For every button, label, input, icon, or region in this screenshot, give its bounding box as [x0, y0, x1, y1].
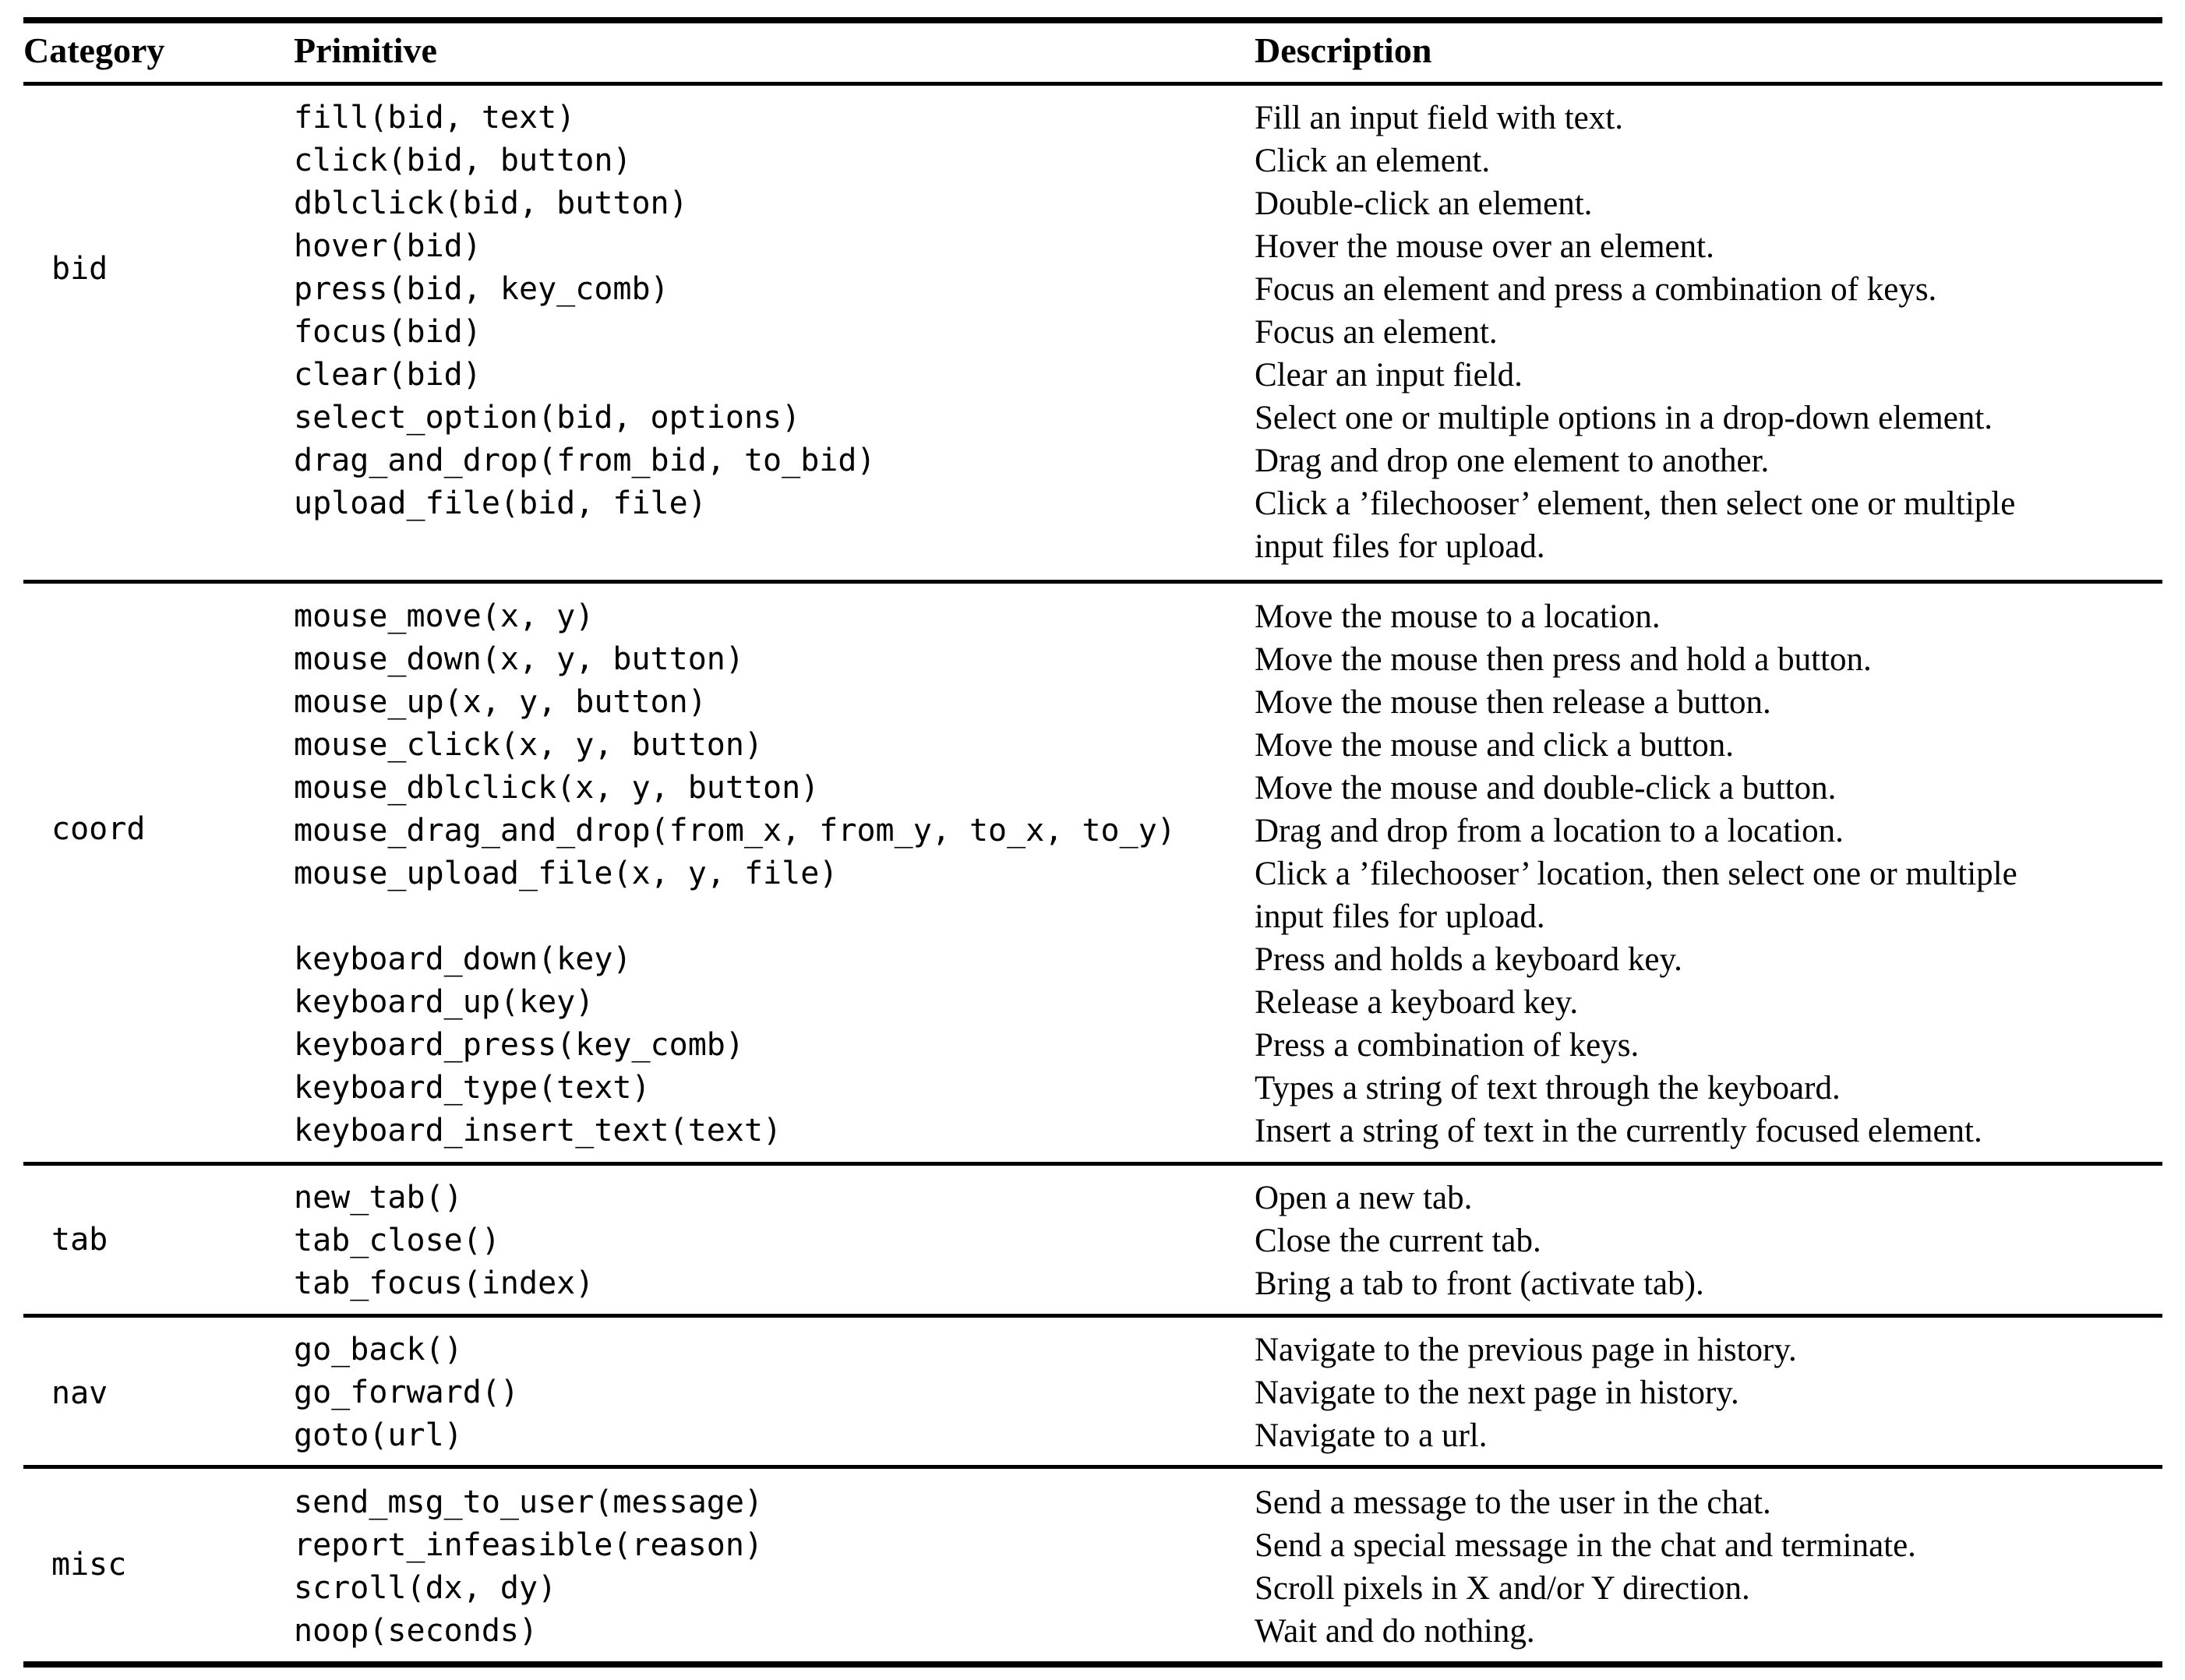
primitive-cell: keyboard_down(key)	[294, 941, 632, 977]
description-cell: Fill an input field with text.	[1255, 100, 1623, 136]
section-bid	[23, 86, 2162, 580]
primitive-cell: go_forward()	[294, 1375, 519, 1410]
table-row	[23, 724, 2162, 767]
primitive-cell: clear(bid)	[294, 357, 482, 393]
table-header-row	[23, 23, 2162, 82]
description-cell: Navigate to the previous page in history.	[1255, 1332, 1797, 1368]
table-row	[23, 311, 2162, 354]
table-row	[23, 225, 2162, 268]
primitive-cell: keyboard_press(key_comb)	[294, 1027, 744, 1063]
description-cell: Press and holds a keyboard key.	[1255, 941, 1682, 978]
primitive-cell: mouse_dblclick(x, y, button)	[294, 770, 820, 806]
table-row	[23, 268, 2162, 311]
section-tab	[23, 1166, 2162, 1314]
table-row	[23, 981, 2162, 1024]
primitive-cell: keyboard_up(key)	[294, 984, 595, 1020]
column-header-primitive: Primitive	[294, 30, 437, 70]
description-cell: Move the mouse then release a button.	[1255, 684, 1771, 721]
category-label: bid	[51, 251, 108, 287]
primitives-table	[23, 0, 2162, 1668]
table-row	[23, 1024, 2162, 1067]
primitive-cell: mouse_up(x, y, button)	[294, 684, 707, 720]
top-rule	[23, 17, 2162, 23]
category-label: nav	[51, 1375, 108, 1411]
table-row	[23, 1371, 2162, 1414]
primitive-cell: new_tab()	[294, 1180, 463, 1216]
table-row	[23, 1524, 2162, 1567]
table-row	[23, 354, 2162, 397]
description-cell: input files for upload.	[1255, 528, 1545, 565]
description-cell: Click an element.	[1255, 143, 1491, 179]
description-cell: Focus an element and press a combination of keys.	[1255, 271, 1937, 308]
table-row	[23, 1067, 2162, 1110]
primitive-cell: keyboard_insert_text(text)	[294, 1113, 782, 1149]
category-label: tab	[51, 1222, 108, 1258]
category-label: misc	[51, 1547, 127, 1583]
table-row	[23, 1219, 2162, 1262]
primitive-cell: hover(bid)	[294, 228, 482, 264]
primitive-cell	[294, 525, 1255, 568]
table-row	[23, 1610, 2162, 1653]
description-cell: Move the mouse then press and hold a button.	[1255, 641, 1872, 678]
bottom-rule	[23, 1661, 2162, 1668]
table-row	[23, 1481, 2162, 1524]
description-cell: Move the mouse and double-click a button.	[1255, 770, 1837, 806]
table-row	[23, 1567, 2162, 1610]
top-margin	[23, 0, 2162, 17]
description-cell: Wait and do nothing.	[1255, 1613, 1535, 1650]
description-cell: Hover the mouse over an element.	[1255, 228, 1714, 265]
primitive-cell: upload_file(bid, file)	[294, 485, 707, 521]
table-row	[23, 638, 2162, 681]
table-row	[23, 1262, 2162, 1305]
primitive-cell: tab_focus(index)	[294, 1265, 595, 1301]
primitive-cell: noop(seconds)	[294, 1613, 538, 1649]
description-cell: Send a message to the user in the chat.	[1255, 1484, 1771, 1521]
category-label: coord	[51, 811, 146, 847]
table-row	[23, 182, 2162, 225]
primitive-cell: select_option(bid, options)	[294, 400, 801, 436]
primitive-cell: goto(url)	[294, 1417, 463, 1453]
section-misc	[23, 1469, 2162, 1661]
table-row	[23, 681, 2162, 724]
description-cell: Move the mouse to a location.	[1255, 598, 1661, 635]
table-row	[23, 439, 2162, 482]
description-cell: Bring a tab to front (activate tab).	[1255, 1265, 1704, 1302]
primitive-cell: dblclick(bid, button)	[294, 185, 688, 221]
table-row	[23, 1110, 2162, 1152]
primitive-cell: focus(bid)	[294, 314, 482, 350]
primitive-cell: keyboard_type(text)	[294, 1070, 651, 1106]
table-row	[23, 852, 2162, 895]
primitive-cell: fill(bid, text)	[294, 100, 576, 136]
table-row	[23, 938, 2162, 981]
table-row	[23, 810, 2162, 852]
description-cell: Navigate to the next page in history.	[1255, 1375, 1739, 1411]
primitive-cell: mouse_move(x, y)	[294, 598, 595, 634]
table-row	[23, 482, 2162, 525]
primitive-cell: mouse_click(x, y, button)	[294, 727, 764, 763]
table-row-continuation	[23, 895, 2162, 938]
primitive-cell: mouse_down(x, y, button)	[294, 641, 744, 677]
description-cell: Send a special message in the chat and terminate.	[1255, 1527, 1916, 1564]
primitive-cell: click(bid, button)	[294, 143, 632, 178]
column-header-category: Category	[23, 30, 165, 70]
description-cell: Press a combination of keys.	[1255, 1027, 1640, 1064]
column-header-description: Description	[1255, 30, 1432, 70]
primitive-cell: scroll(dx, dy)	[294, 1570, 557, 1606]
table-row	[23, 1177, 2162, 1219]
description-cell: Scroll pixels in X and/or Y direction.	[1255, 1570, 1750, 1607]
table-row	[23, 595, 2162, 638]
section-coord	[23, 584, 2162, 1162]
table-row	[23, 97, 2162, 139]
description-cell: Click a ’filechooser’ element, then select one or multiple	[1255, 485, 2016, 522]
primitive-cell: mouse_drag_and_drop(from_x, from_y, to_x, to_y)	[294, 813, 1176, 849]
description-cell: Move the mouse and click a button.	[1255, 727, 1734, 764]
description-cell: Double-click an element.	[1255, 185, 1593, 222]
table-row	[23, 139, 2162, 182]
table-row	[23, 1329, 2162, 1371]
primitive-cell: go_back()	[294, 1332, 463, 1368]
primitive-cell	[294, 895, 1255, 938]
table-row-continuation	[23, 525, 2162, 568]
description-cell: input files for upload.	[1255, 898, 1545, 935]
description-cell: Release a keyboard key.	[1255, 984, 1579, 1021]
table-body	[23, 86, 2162, 1668]
description-cell: Drag and drop one element to another.	[1255, 443, 1770, 479]
primitive-cell: send_msg_to_user(message)	[294, 1484, 764, 1520]
description-cell: Open a new tab.	[1255, 1180, 1473, 1216]
primitive-cell: tab_close()	[294, 1223, 500, 1258]
primitive-cell: press(bid, key_comb)	[294, 271, 669, 307]
primitive-cell: mouse_upload_file(x, y, file)	[294, 856, 838, 891]
description-cell: Navigate to a url.	[1255, 1417, 1488, 1454]
description-cell: Close the current tab.	[1255, 1223, 1541, 1259]
table-row	[23, 397, 2162, 439]
section-nav	[23, 1318, 2162, 1465]
description-cell: Types a string of text through the keyboard.	[1255, 1070, 1841, 1106]
description-cell: Drag and drop from a location to a location.	[1255, 813, 1844, 849]
description-cell: Clear an input field.	[1255, 357, 1523, 394]
primitive-cell: drag_and_drop(from_bid, to_bid)	[294, 443, 876, 478]
description-cell: Click a ’filechooser’ location, then select one or multiple	[1255, 856, 2017, 892]
description-cell: Insert a string of text in the currently focused element.	[1255, 1113, 1982, 1149]
description-cell: Select one or multiple options in a drop-down element.	[1255, 400, 1993, 436]
table-row	[23, 1414, 2162, 1457]
primitive-cell: report_infeasible(reason)	[294, 1527, 764, 1563]
description-cell: Focus an element.	[1255, 314, 1498, 351]
table-row	[23, 767, 2162, 810]
